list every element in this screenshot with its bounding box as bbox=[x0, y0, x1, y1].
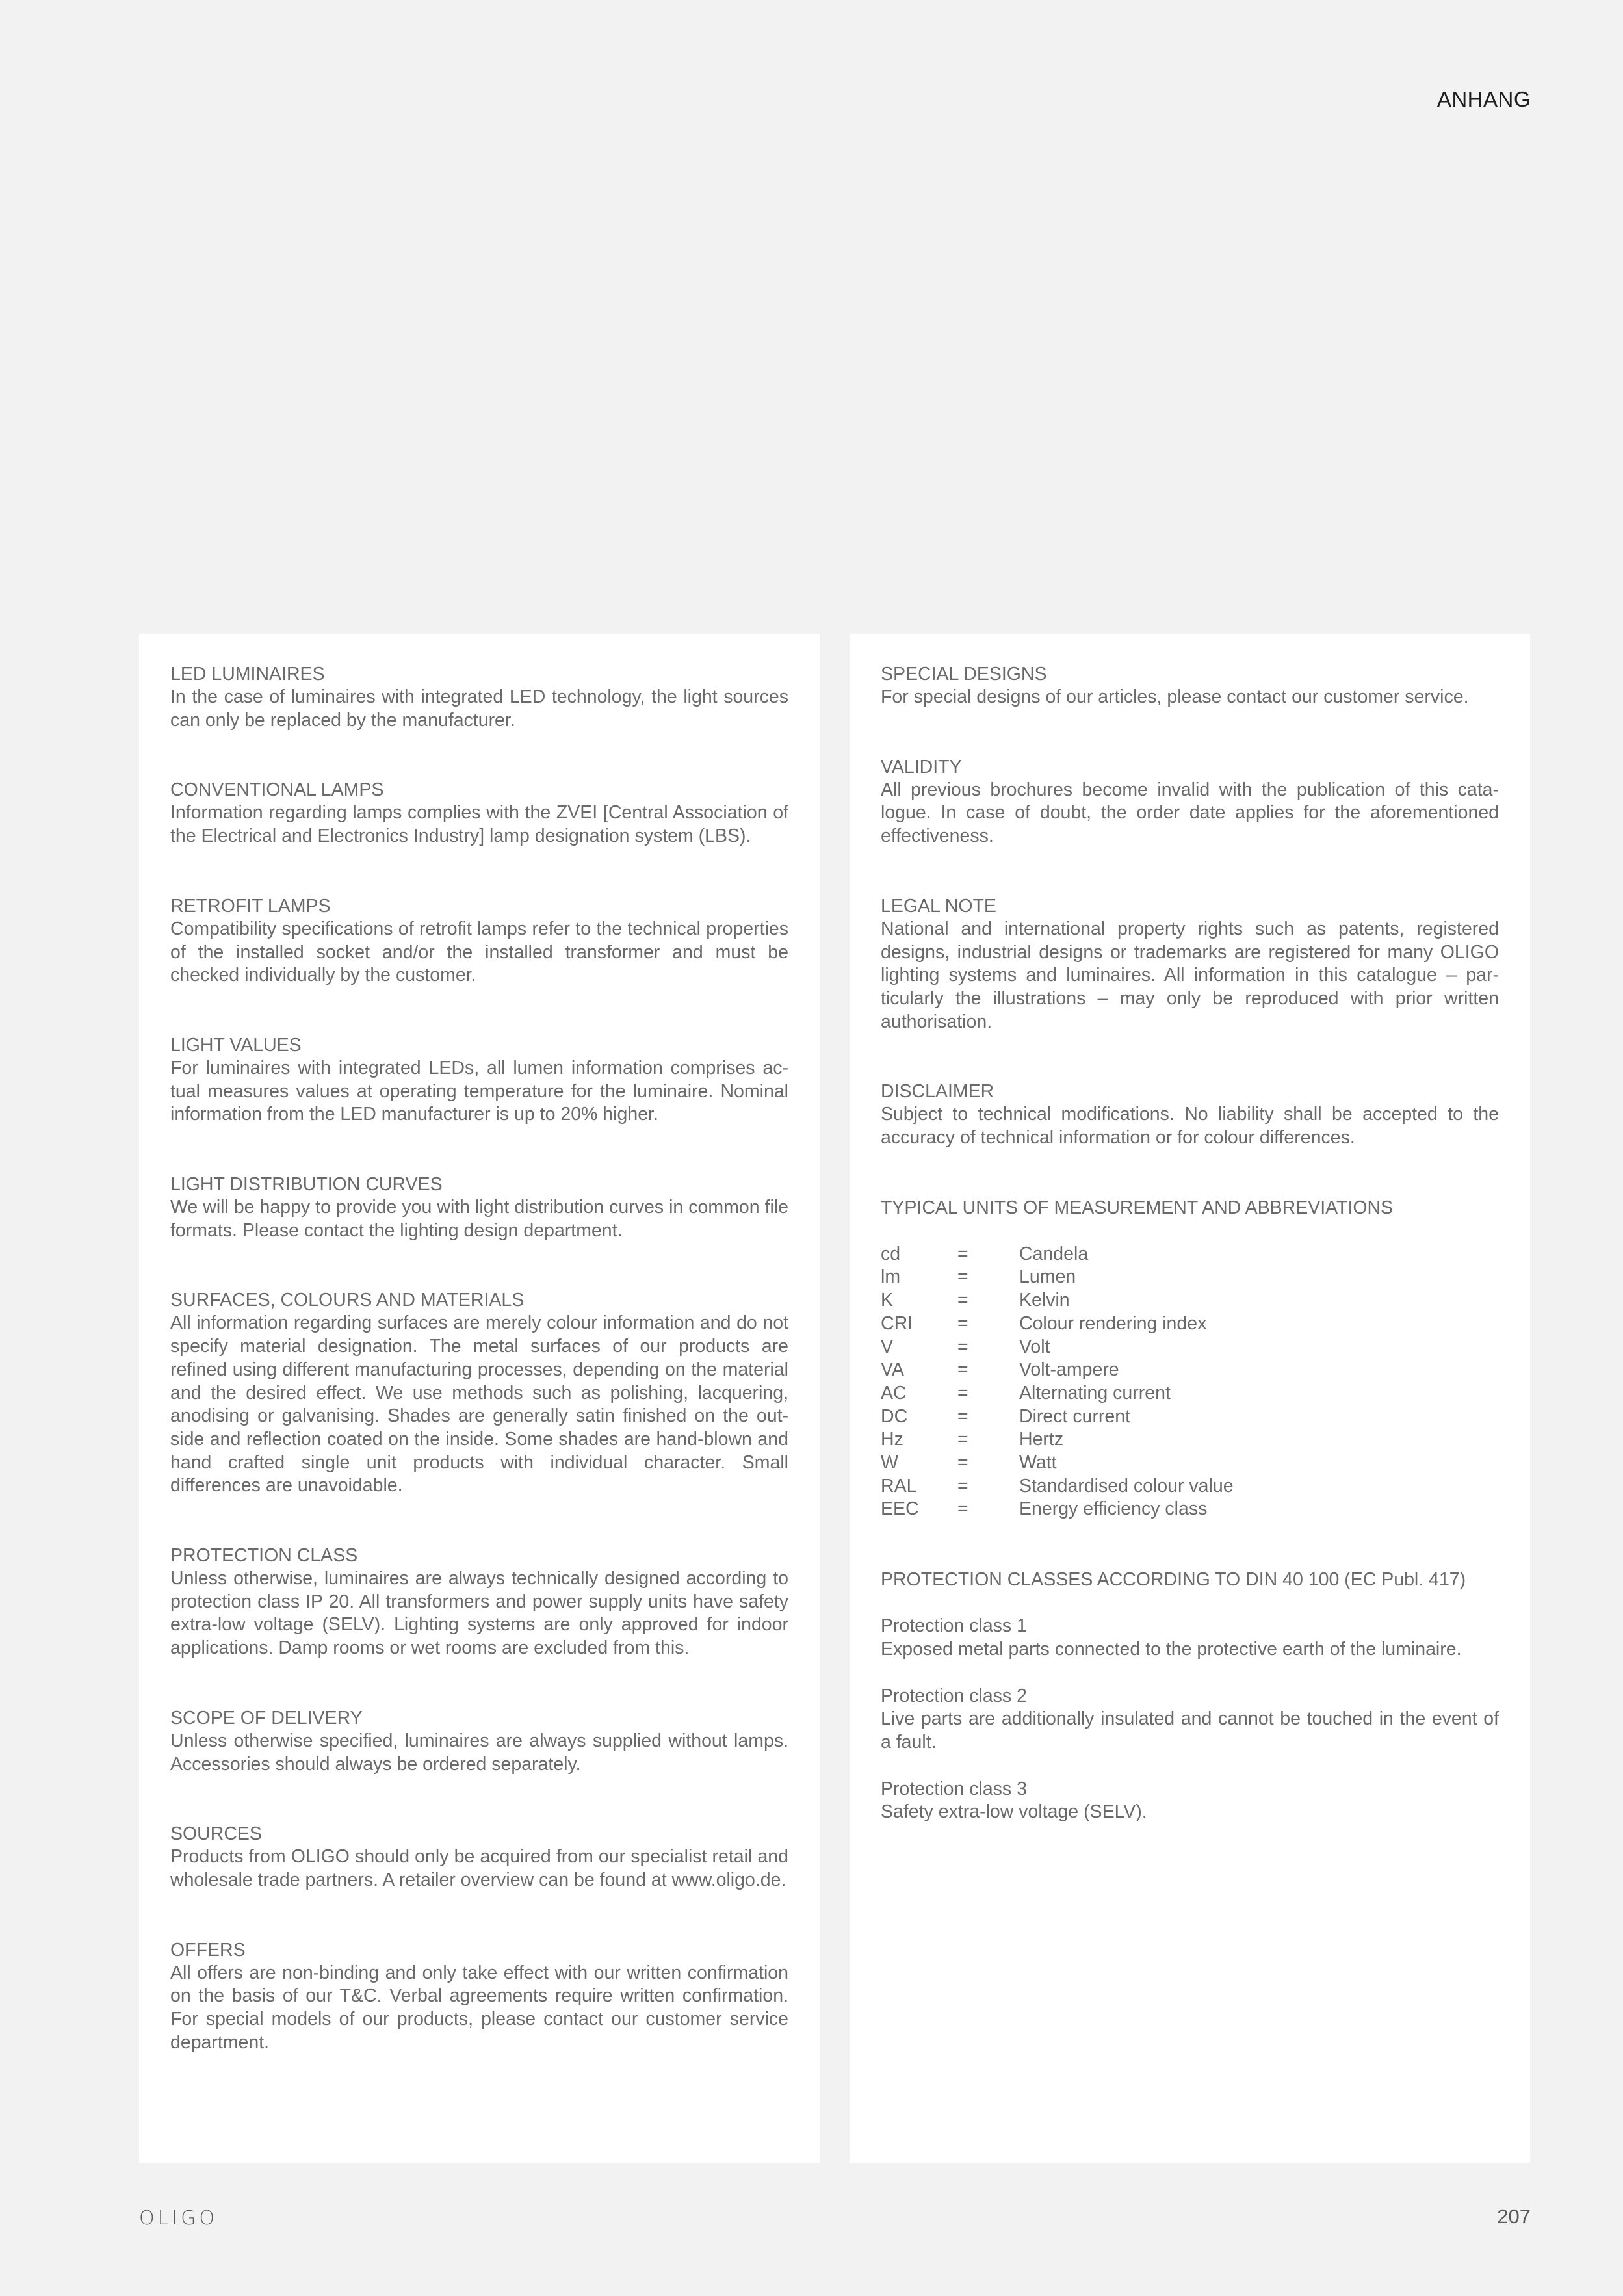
section-protection-class bbox=[170, 1544, 788, 1660]
section-heading: LEGAL NOTE bbox=[881, 895, 996, 917]
unit-abbr: DC bbox=[881, 1405, 908, 1427]
unit-abbr: K bbox=[881, 1290, 894, 1311]
unit-abbr: VA bbox=[881, 1359, 904, 1381]
protection-class-item bbox=[881, 1615, 1499, 1661]
section-offers bbox=[170, 1938, 788, 2055]
unit-equals: = bbox=[957, 1452, 968, 1474]
section-heading: LIGHT DISTRIBUTION CURVES bbox=[170, 1174, 443, 1195]
unit-meaning: Kelvin bbox=[1019, 1290, 1070, 1311]
unit-abbr: EEC bbox=[881, 1498, 919, 1520]
unit-row bbox=[881, 1498, 1499, 1521]
section-validity bbox=[881, 755, 1499, 848]
protection-class-text: Live parts are additionally insulated and cannot be touched in the event of a fault. bbox=[881, 1708, 1499, 1753]
section-heading: CONVENTIONAL LAMPS bbox=[170, 779, 384, 801]
units-heading: TYPICAL UNITS OF MEASUREMENT AND ABBREVIATIONS bbox=[881, 1197, 1394, 1218]
unit-equals: = bbox=[957, 1359, 968, 1381]
section-text: All offers are non-binding and only take effect with our written confirmation on the basis of our T&C. Verbal agreements require written confirmation. For special models of our products, please contact our customer service department. bbox=[170, 1962, 788, 2053]
section-heading: SPECIAL DESIGNS bbox=[881, 664, 1047, 685]
protection-class-text: Safety extra-low voltage (SELV). bbox=[881, 1801, 1147, 1823]
unit-row bbox=[881, 1405, 1499, 1429]
section-heading: RETROFIT LAMPS bbox=[170, 895, 331, 917]
section-retrofit-lamps bbox=[170, 894, 788, 987]
section-scope-of-delivery bbox=[170, 1706, 788, 1776]
unit-abbr: CRI bbox=[881, 1312, 913, 1334]
protection-class-title: Protection class 1 bbox=[881, 1615, 1027, 1637]
section-light-distribution-curves bbox=[170, 1173, 788, 1242]
section-text: All information regarding surfaces are merely colour information and do not specify material designation. The metal surfaces of our products are refined using different manufacturing processes, depending on the material and the desired effect. We use methods such as polishing, lacquering, anodising or galvanising. Shades are generally satin finished on the outside and reflection coated on the inside. Some shades are hand-blown and hand crafted single unit products with individual character. Small differences are unavoidable. bbox=[170, 1312, 788, 1496]
section-disclaimer bbox=[881, 1080, 1499, 1149]
section-legal-note bbox=[881, 894, 1499, 1034]
unit-row bbox=[881, 1289, 1499, 1312]
section-text: Unless otherwise specified, luminaires are always supplied without lamps. Accessories should always be ordered separately. bbox=[170, 1730, 788, 1775]
unit-equals: = bbox=[957, 1266, 968, 1288]
section-heading: PROTECTION CLASS bbox=[170, 1545, 358, 1567]
unit-meaning: Alternating current bbox=[1019, 1382, 1171, 1403]
section-text: Compatibility specifications of retrofit lamps refer to the technical properties of the installed socket and/or the installed transformer and must be checked individually by the customer. bbox=[170, 918, 788, 986]
unit-abbr: Hz bbox=[881, 1429, 903, 1450]
section-special-designs bbox=[881, 662, 1499, 709]
section-heading: SOURCES bbox=[170, 1823, 262, 1845]
section-text: For special designs of our articles, please contact our customer service. bbox=[881, 686, 1469, 707]
unit-equals: = bbox=[957, 1290, 968, 1311]
unit-equals: = bbox=[957, 1405, 968, 1427]
unit-abbr: W bbox=[881, 1452, 898, 1474]
unit-row bbox=[881, 1452, 1499, 1475]
unit-meaning: Lumen bbox=[1019, 1266, 1076, 1288]
section-sources bbox=[170, 1822, 788, 1892]
section-text: For luminaires with integrated LEDs, all lumen information comprises actual measures values at operating temperature for the luminaire. Nominal information from the LED manufacturer is up to 20% higher. bbox=[170, 1057, 788, 1125]
unit-meaning: Energy efficiency class bbox=[1019, 1498, 1208, 1520]
section-text: We will be happy to provide you with light distribution curves in common file formats. Please contact the lighting design department. bbox=[170, 1197, 788, 1241]
unit-equals: = bbox=[957, 1429, 968, 1450]
unit-equals: = bbox=[957, 1243, 968, 1264]
protection-classes-heading: PROTECTION CLASSES ACCORDING TO DIN 40 100 (EC Publ. 417) bbox=[881, 1569, 1466, 1591]
unit-row bbox=[881, 1382, 1499, 1405]
unit-meaning: Volt-ampere bbox=[1019, 1359, 1119, 1381]
unit-abbr: RAL bbox=[881, 1475, 917, 1496]
unit-row bbox=[881, 1243, 1499, 1266]
section-heading: DISCLAIMER bbox=[881, 1081, 994, 1102]
section-light-values bbox=[170, 1034, 788, 1127]
unit-meaning: Volt bbox=[1019, 1336, 1050, 1357]
protection-class-item bbox=[881, 1685, 1499, 1755]
section-text: Subject to technical modifications. No liability shall be accepted to the accuracy of technical information or for colour differences. bbox=[881, 1104, 1499, 1149]
section-heading: SURFACES, COLOURS AND MATERIALS bbox=[170, 1290, 525, 1311]
protection-class-item bbox=[881, 1778, 1499, 1824]
protection-class-title: Protection class 2 bbox=[881, 1685, 1027, 1706]
unit-row bbox=[881, 1266, 1499, 1289]
section-text: Information regarding lamps complies with the ZVEI [Central Association of the Electrical and Electronics Industry] lamp designation system (LBS). bbox=[170, 802, 788, 847]
unit-row bbox=[881, 1428, 1499, 1452]
section-heading: VALIDITY bbox=[881, 756, 962, 777]
page-header: ANHANG bbox=[1436, 87, 1531, 111]
unit-meaning: Hertz bbox=[1019, 1429, 1064, 1450]
section-heading: SCOPE OF DELIVERY bbox=[170, 1707, 363, 1729]
section-text: All previous brochures become invalid with the publication of this catalogue. In case of doubt, the order date applies for the aforementioned effectiveness. bbox=[881, 779, 1499, 847]
unit-meaning: Watt bbox=[1019, 1452, 1057, 1474]
unit-abbr: cd bbox=[881, 1243, 901, 1264]
section-surfaces-colours-materials bbox=[170, 1288, 788, 1498]
section-conventional-lamps bbox=[170, 778, 788, 848]
unit-equals: = bbox=[957, 1498, 968, 1520]
unit-equals: = bbox=[957, 1336, 968, 1357]
unit-abbr: AC bbox=[881, 1382, 907, 1403]
left-column bbox=[139, 634, 820, 2163]
section-text: National and international property rights such as patents, registered designs, industrial designs or trademarks are registered for many OLIGO lighting systems and luminaires. All information in this catalogue – particularly the illustrations – may only be reproduced with prior written authorisation. bbox=[881, 918, 1499, 1032]
oligo-logo: OLIGO bbox=[139, 2207, 218, 2230]
section-text: In the case of luminaires with integrated LED technology, the light sources can only be replaced by the manufacturer. bbox=[170, 686, 788, 731]
section-led-luminaires bbox=[170, 662, 788, 732]
unit-equals: = bbox=[957, 1475, 968, 1496]
unit-abbr: V bbox=[881, 1336, 894, 1357]
page-number: 207 bbox=[1497, 2205, 1531, 2228]
right-column bbox=[850, 634, 1530, 2163]
unit-row bbox=[881, 1359, 1499, 1382]
unit-equals: = bbox=[957, 1382, 968, 1403]
units-table bbox=[881, 1243, 1499, 1521]
section-text: Unless otherwise, luminaires are always technically designed according to protection class IP 20. All transformers and power supply units have safety extra-low voltage (SELV). Lighting systems are only approved for indoor applications. Damp rooms or wet rooms are excluded from this. bbox=[170, 1568, 788, 1659]
section-heading: LIGHT VALUES bbox=[170, 1034, 302, 1056]
unit-equals: = bbox=[957, 1312, 968, 1334]
unit-row bbox=[881, 1475, 1499, 1498]
section-text: Products from OLIGO should only be acquired from our specialist retail and wholesale trade partners. A retailer overview can be found at www.oligo.de. bbox=[170, 1846, 788, 1890]
unit-meaning: Colour rendering index bbox=[1019, 1312, 1207, 1334]
protection-class-title: Protection class 3 bbox=[881, 1778, 1027, 1799]
unit-meaning: Standardised colour value bbox=[1019, 1475, 1234, 1496]
section-heading: LED LUMINAIRES bbox=[170, 664, 325, 685]
unit-meaning: Candela bbox=[1019, 1243, 1089, 1264]
protection-class-text: Exposed metal parts connected to the protective earth of the luminaire. bbox=[881, 1638, 1462, 1660]
unit-abbr: lm bbox=[881, 1266, 901, 1288]
section-heading: OFFERS bbox=[170, 1939, 246, 1961]
unit-row bbox=[881, 1312, 1499, 1336]
unit-meaning: Direct current bbox=[1019, 1405, 1131, 1427]
unit-row bbox=[881, 1336, 1499, 1359]
